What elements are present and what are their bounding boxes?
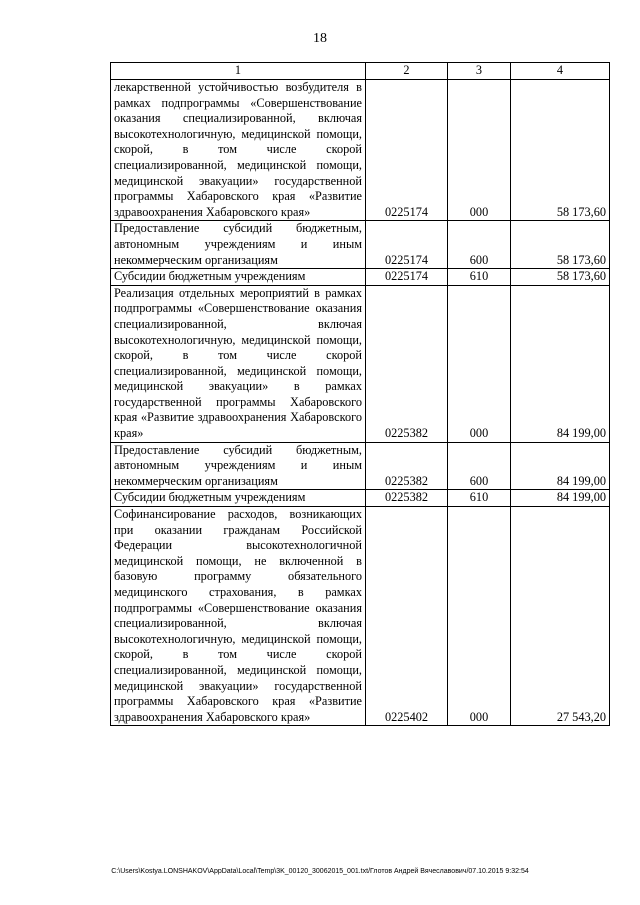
row-amount: 84 199,00 xyxy=(511,285,610,442)
column-header-4: 4 xyxy=(511,63,610,80)
row-description: Субсидии бюджетным учреждениям xyxy=(111,269,366,286)
row-description: Предоставление субсидий бюджетным, автономным учреждениям и иным некоммерческим организациям xyxy=(111,221,366,269)
column-header-2: 2 xyxy=(366,63,448,80)
row-amount: 58 173,60 xyxy=(511,221,610,269)
table-row xyxy=(111,507,610,726)
column-header-3: 3 xyxy=(448,63,511,80)
table-row xyxy=(111,490,610,507)
row-target-code: 0225174 xyxy=(366,221,448,269)
row-expense-type: 610 xyxy=(448,490,511,507)
file-path-footer: C:\Users\Kostya.LONSHAKOV\AppData\Local\Temp\3K_00120_30062015_001.txt/Глотов Андрей Вячеславович/07.10.2015 9:32:54 xyxy=(111,868,529,875)
row-expense-type: 000 xyxy=(448,80,511,221)
budget-table xyxy=(110,62,610,726)
row-expense-type: 000 xyxy=(448,507,511,726)
row-description: лекарственной устойчивостью возбудителя в рамках подпрограммы «Совершенствование оказания специализированной, включая высокотехнологичную, медицинской помощи, скорой, в том числе скорой специализированной, медицинской помощи, медицинской эвакуации» государственной программы Хабаровского края «Развитие здравоохранения Хабаровского края» xyxy=(111,80,366,221)
column-header-1: 1 xyxy=(111,63,366,80)
row-target-code: 0225174 xyxy=(366,269,448,286)
row-amount: 58 173,60 xyxy=(511,80,610,221)
table-row xyxy=(111,221,610,269)
row-amount: 84 199,00 xyxy=(511,490,610,507)
row-expense-type: 610 xyxy=(448,269,511,286)
row-description: Предоставление субсидий бюджетным, автономным учреждениям и иным некоммерческим организациям xyxy=(111,442,366,490)
row-amount: 58 173,60 xyxy=(511,269,610,286)
table-header-row xyxy=(111,63,610,80)
row-amount: 27 543,20 xyxy=(511,507,610,726)
table-row xyxy=(111,269,610,286)
row-expense-type: 000 xyxy=(448,285,511,442)
row-target-code: 0225402 xyxy=(366,507,448,726)
table-row xyxy=(111,442,610,490)
row-amount: 84 199,00 xyxy=(511,442,610,490)
row-target-code: 0225382 xyxy=(366,490,448,507)
row-description: Субсидии бюджетным учреждениям xyxy=(111,490,366,507)
row-expense-type: 600 xyxy=(448,442,511,490)
row-description: Софинансирование расходов, возникающих при оказании гражданам Российской Федерации высокотехнологичной медицинской помощи, не включенной в базовую программу обязательного медицинского страхования, в рамках подпрограммы «Совершенствование оказания специализированной, включая высокотехнологичную, медицинской помощи, скорой, в том числе скорой специализированной, медицинской помощи, медицинской эвакуации» государственной программы Хабаровского края «Развитие здравоохранения Хабаровского края» xyxy=(111,507,366,726)
row-description: Реализация отдельных мероприятий в рамках подпрограммы «Совершенствование оказания специализированной, включая высокотехнологичную, медицинской помощи, скорой, в том числе скорой специализированной, медицинской помощи, медицинской эвакуации» в рамках государственной программы Хабаровского края «Развитие здравоохранения Хабаровского края» xyxy=(111,285,366,442)
page-number: 18 xyxy=(313,31,327,46)
row-target-code: 0225174 xyxy=(366,80,448,221)
row-target-code: 0225382 xyxy=(366,442,448,490)
row-expense-type: 600 xyxy=(448,221,511,269)
row-target-code: 0225382 xyxy=(366,285,448,442)
table-row xyxy=(111,80,610,221)
table-row xyxy=(111,285,610,442)
